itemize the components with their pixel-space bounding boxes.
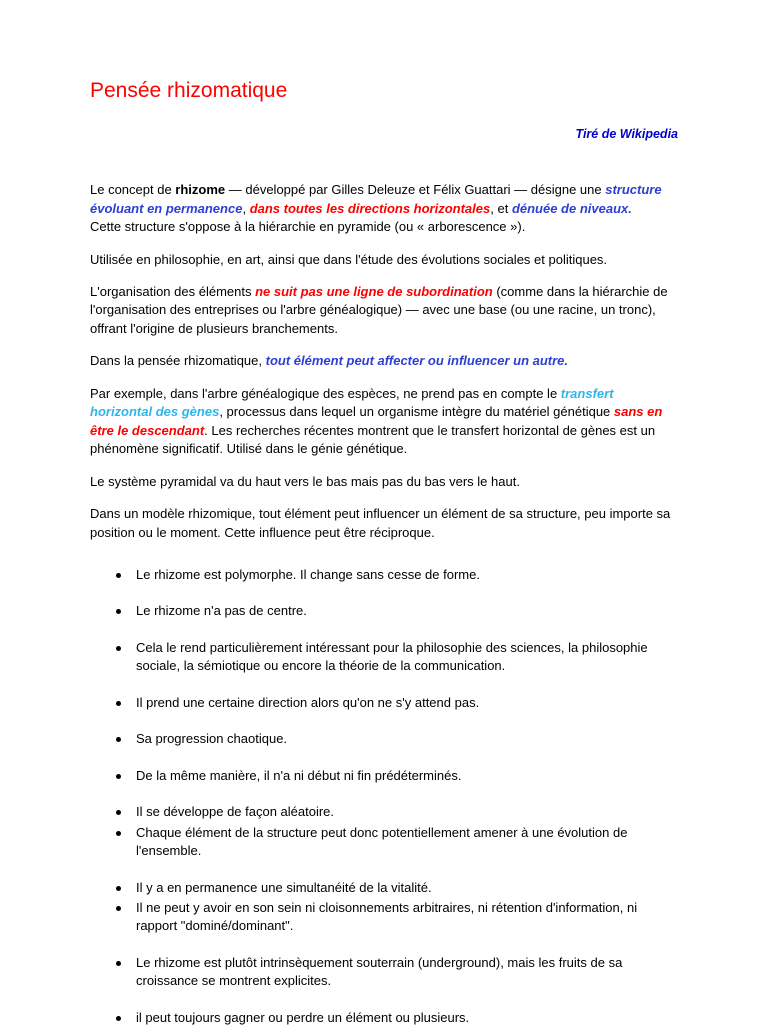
p6-emphasis-descendant: sans en être le descendant: [90, 404, 663, 438]
paragraph-modele: Dans un modèle rhizomique, tout élément peut influencer un élément de sa structure, peu importe sa position ou le moment. Cette influence peut être réciproque.: [90, 506, 671, 540]
list-item: Le rhizome n'a pas de centre.: [90, 602, 678, 620]
page-title: Pensée rhizomatique: [90, 79, 288, 102]
p4-text-c: (comme dans la hiérarchie de l'organisation des entreprises ou l'arbre généalogique) — avec une base (ou une racine, un tronc), offrant l'origine de plusieurs branchements.: [90, 284, 668, 336]
list-item: De la même manière, il n'a ni début ni fin prédéterminés.: [90, 767, 678, 785]
p6-text-a: Par exemple, dans l'arbre généalogique des espèces, ne prend pas en compte le: [90, 385, 561, 401]
paragraph-transfert: [90, 385, 678, 459]
paragraph-pyramidal: Le système pyramidal va du haut vers le bas mais pas du bas vers le haut.: [90, 473, 520, 489]
p1-emphasis-directions: dans toutes les directions horizontales: [249, 200, 491, 216]
source-attribution: [90, 125, 678, 143]
paragraph-concept: [90, 181, 678, 218]
p1-text-g: , et: [490, 200, 512, 216]
p4-text-a: L'organisation des éléments: [90, 284, 256, 299]
paragraph-organisation: [90, 283, 678, 338]
list-item: Il y a en permanence une simultanéité de la vitalité.: [90, 879, 678, 897]
list-item: Il prend une certaine direction alors qu'on ne s'y attend pas.: [90, 694, 678, 712]
source-label: Tiré de Wikipedia: [575, 127, 678, 142]
p6-text-e: . Les recherches récentes montrent que le transfert horizontal de gènes est un phénomène significatif. Utilisé dans le génie génétique.: [90, 422, 656, 457]
list-item: Cela le rend particulièrement intéressant pour la philosophie des sciences, la philosophie sociale, la sémiotique ou encore la théorie de la communication.: [90, 639, 678, 676]
paragraph-pyramide: Cette structure s'oppose à la hiérarchie en pyramide (ou « arborescence »).: [90, 219, 526, 235]
p1-emphasis-niveaux: dénuée de niveaux.: [511, 200, 632, 216]
p1-text-c: — développé par Gilles Deleuze et Félix Guattari — désigne une: [225, 182, 606, 198]
list-item: Il ne peut y avoir en son sein ni cloisonnements arbitraires, ni rétention d'information, ni rapport "dominé/dominant".: [90, 899, 678, 936]
list-item: Le rhizome est polymorphe. Il change sans cesse de forme.: [90, 566, 678, 584]
p6-text-c: , processus dans lequel un organisme intègre du matériel génétique: [219, 404, 614, 420]
list-item: Chaque élément de la structure peut donc potentiellement amener à une évolution de l'ensemble.: [90, 824, 678, 861]
list-item: Le rhizome est plutôt intrinsèquement souterrain (underground), mais les fruits de sa croissance se montrent explicites.: [90, 954, 678, 991]
bullet-list: [90, 566, 678, 1027]
list-item: il peut toujours gagner ou perdre un élément ou plusieurs.: [90, 1009, 678, 1027]
list-item: Il se développe de façon aléatoire.: [90, 803, 678, 821]
p1-emphasis-structure: structure évoluant en permanence: [90, 182, 662, 216]
paragraph-utilisee: Utilisée en philosophie, en art, ainsi que dans l'étude des évolutions sociales et politiques.: [90, 251, 608, 267]
p1-term-rhizome: rhizome: [175, 182, 226, 198]
p5-emphasis-element: tout élément peut affecter ou influencer un autre.: [265, 353, 569, 369]
p5-text-a: Dans la pensée rhizomatique,: [90, 353, 266, 369]
paragraph-influence: [90, 352, 678, 370]
p4-emphasis-subordination: ne suit pas une ligne de subordination: [255, 284, 493, 299]
list-item: Sa progression chaotique.: [90, 730, 678, 748]
p6-emphasis-transfert: transfert horizontal des gènes: [90, 385, 614, 420]
p1-text-e: ,: [242, 200, 250, 216]
document-body: [90, 181, 678, 1027]
p1-text-a: Le concept de: [90, 182, 176, 198]
